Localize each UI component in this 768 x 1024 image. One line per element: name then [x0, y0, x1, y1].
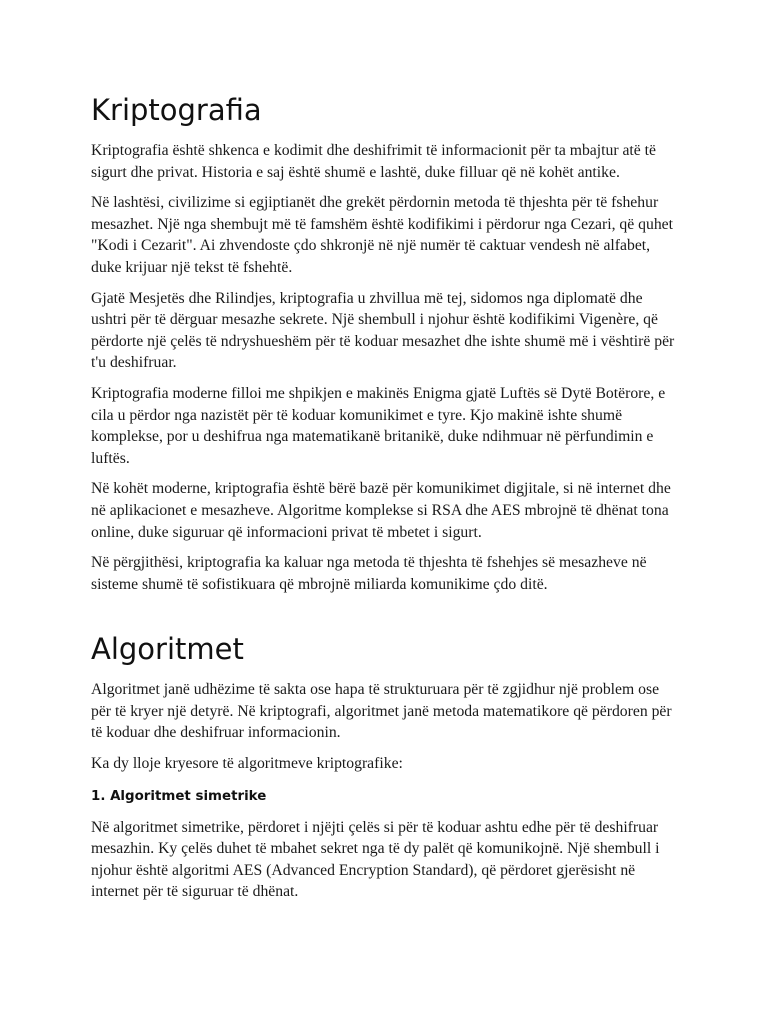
paragraph: Ka dy lloje kryesore të algoritmeve kriptografike: — [91, 755, 403, 773]
paragraph: Gjatë Mesjetës dhe Rilindjes, kriptografia u zhvillua më tej, sidomos nga diplomatë dhe ushtri për të dërguar mesazhe sekrete. Një shembull i njohur është kodifikimi Vigenère, që përdorte një çelës të ndryshueshëm për të koduar mesazhet dhe ishte shumë më i vështirë për t'u deshifruar. — [91, 289, 675, 372]
section-title-kriptografia: Kriptografia — [91, 93, 262, 127]
paragraph: Kriptografia është shkenca e kodimit dhe deshifrimit të informacionit për ta mbajtur atë të sigurt dhe privat. Historia e saj është shumë e lashtë, duke filluar që në kohët antike. — [91, 142, 656, 181]
paragraph: Në lashtësi, civilizime si egjiptianët dhe grekët përdornin metoda të thjeshta për të fshehur mesazhet. Një nga shembujt më të famshëm është kodifikimi i përdorur nga Cezari, që quhet "Kodi i Cezarit". Ai zhvendoste çdo shkronjë në një numër të caktuar vendesh në alfabet, duke krijuar një tekst të fshehtë. — [91, 194, 674, 276]
section-title-algoritmet: Algoritmet — [91, 632, 244, 667]
subsection-title-simetrike: 1. Algoritmet simetrike — [91, 788, 267, 804]
paragraph: Kriptografia moderne filloi me shpikjen e makinës Enigma gjatë Luftës së Dytë Botërore, e cila u përdor nga nazistët për të koduar komunikimet e tyre. Kjo makinë ishte shumë komplekse, por u deshifrua nga matematikanë britanikë, duke ndihmuar në përfundimin e luftës. — [91, 384, 666, 467]
paragraph: Në kohët moderne, kriptografia është bërë bazë për komunikimet digjitale, si në internet dhe në aplikacionet e mesazheve. Algoritme komplekse si RSA dhe AES mbrojnë të dhënat tona online, duke siguruar që informacioni privat të mbetet i sigurt. — [91, 480, 671, 541]
document-page — [91, 90, 681, 912]
paragraph: Në përgjithësi, kriptografia ka kaluar nga metoda të thjeshta të fshehjes së mesazheve në sisteme shumë të sofistikuara që mbrojnë miliarda komunikime çdo ditë. — [91, 554, 647, 593]
paragraph: Algoritmet janë udhëzime të sakta ose hapa të strukturuara për të zgjidhur një problem ose për të kryer një detyrë. Në kriptografi, algoritmet janë metoda matematikore që përdoren për të koduar dhe deshifruar informacionin. — [91, 681, 672, 742]
paragraph: Në algoritmet simetrike, përdoret i njëjti çelës si për të koduar ashtu edhe për të deshifruar mesazhin. Ky çelës duhet të mbahet sekret nga të dy palët që komunikojnë. Një shembull i njohur është algoritmi AES (Advanced Encryption Standard), që përdoret gjerësisht në internet për të siguruar të dhënat. — [91, 818, 660, 901]
